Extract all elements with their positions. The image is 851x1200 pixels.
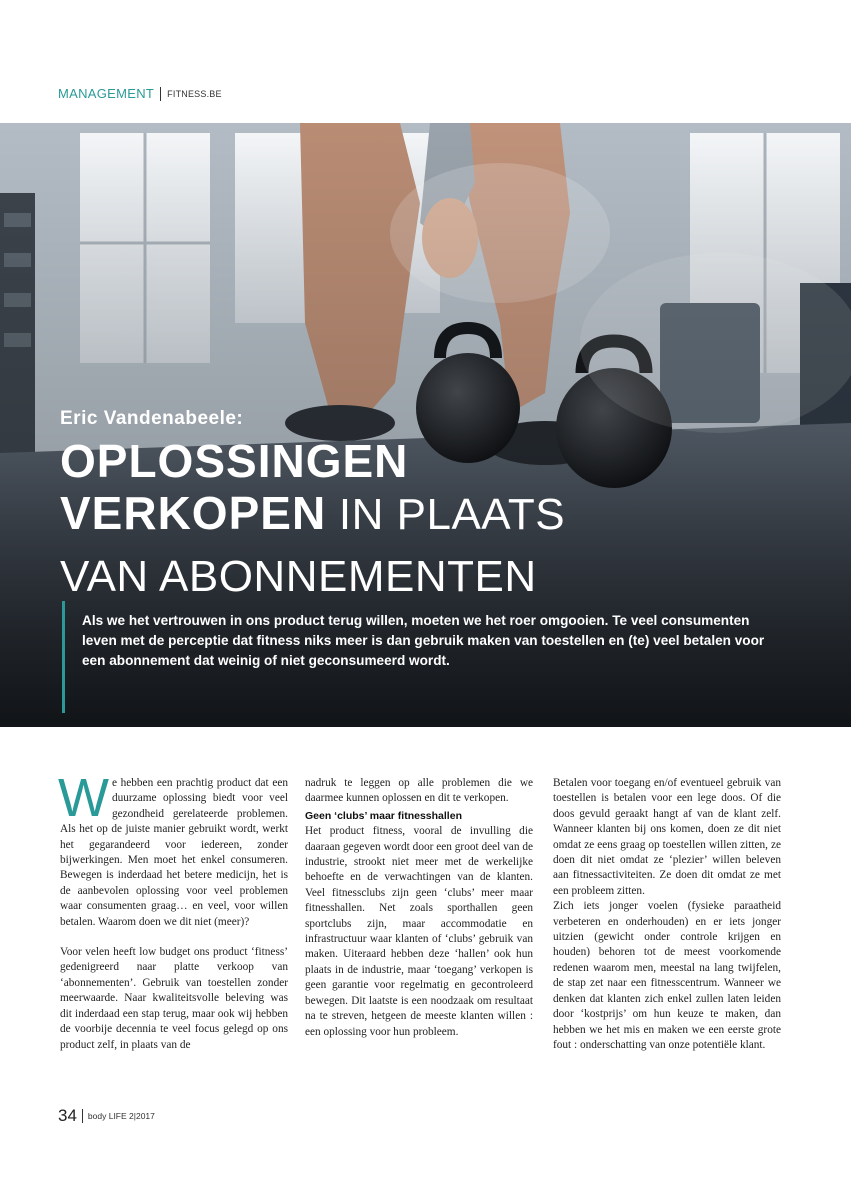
- title-line-2-light: IN PLAATS: [326, 490, 566, 539]
- page-footer: [58, 1106, 155, 1126]
- subheading: Geen ‘clubs’ maar fitnesshallen: [305, 809, 462, 822]
- paragraph-text: e hebben een prachtig product dat een duurzame oplossing biedt voor veel gezondheid gerelateerde problemen. Als het op de juiste manier gebruikt wordt, werkt het gegarandeerd voor iedereen, zonder bijwerkingen. Men moet het enkel consumeren. Bewegen is inderdaad het betere medicijn, het is de aanbevolen oplossing voor veel problemen waar consumenten graag… en veel, voor willen betalen. Waarom doen we dit niet (meer)?: [60, 777, 288, 928]
- site-label: FITNESS.BE: [167, 88, 222, 99]
- paragraph: Betalen voor toegang en/of eventueel gebruik van toestellen is betalen voor een lege doos. Of die doos gevuld geraakt hangt af van de klant zelf. Wanneer klanten bij ons komen, doen ze dit niet omdat ze eens graag op toestellen willen zitten, ze doen dit niet omdat ze ‘plezier’ willen beleven aan fitnessactiviteiten. Ze doen dit omdat ze met een probleem zitten.: [553, 777, 781, 897]
- title-line-3: VAN ABONNEMENTEN: [60, 552, 537, 601]
- column-3: [553, 776, 781, 1053]
- article-title: [60, 435, 565, 603]
- column-1: [58, 768, 288, 1053]
- page-number: 34: [58, 1106, 77, 1125]
- title-line-1: OPLOSSINGEN: [60, 435, 409, 487]
- header-divider: [160, 87, 161, 101]
- title-line-2-bold: VERKOPEN: [60, 487, 327, 539]
- paragraph: nadruk te leggen op alle problemen die we daarmee kunnen oplossen en dit te verkopen.: [305, 777, 533, 805]
- section-label: MANAGEMENT: [58, 86, 155, 101]
- paragraph: Zich iets jonger voelen (fysieke paraatheid verbeteren en onderhouden) en er iets jonger uitzien (gewicht onder controle krijgen en houden) behoren tot de meest voorkomende redenen waarom men, meestal na lang twijfelen, de stap zet naar een fitnesscentrum. Wanneer we denken dat klanten zich enkel zullen laten leiden door ‘kostprijs’ om hun keuze te maken, dan hebben we het mis en maken we een eerste grote fout : onderschatting van onze potentiële klant.: [553, 900, 781, 1051]
- drop-cap: W: [58, 768, 109, 828]
- lead-accent-bar: [62, 601, 65, 713]
- article-lead: Als we het vertrouwen in ons product terug willen, moeten we het roer omgooien. Te veel consumenten leven met de perceptie dat fitness niks meer is dan gebruik maken van toestellen en (te) veel betalen voor een abonnement dat weinig of niet geconsumeerd wordt.: [82, 613, 765, 668]
- column-2: [305, 776, 533, 1040]
- paragraph: [58, 768, 288, 930]
- issue-label: body LIFE 2|2017: [87, 1111, 155, 1121]
- article-kicker: Eric Vandenabeele:: [60, 408, 244, 429]
- running-header: [58, 86, 222, 101]
- paragraph: Het product fitness, vooral de invulling die daaraan gegeven wordt door een groot deel van de industrie, strookt niet meer met de werkelijke behoefte en de verwachtingen van de klanten. Veel fitnessclubs zijn geen ‘clubs’ meer maar fitnesshallen. Net zoals sporthallen geen sportclubs zijn, maar accommodatie en infrastructuur waar klanten of ‘clubs’ gebruik van maken. Uiteraard hebben deze ‘hallen’ ook hun plaats in de industrie, maar ‘toegang’ verkopen is geen garantie voor regelmatig en gecontroleerd bewegen. Dit laatste is een noodzaak om resultaat na te streven, hetgeen de meeste klanten willen : een oplossing voor hun probleem.: [305, 825, 533, 1038]
- title-line-2: [60, 487, 565, 551]
- footer-divider: [82, 1109, 83, 1123]
- paragraph: Voor velen heeft low budget ons product ‘fitness’ gedenigreerd naar platte verkoop van ‘abonnementen’. Gebruik van toestellen zonder meerwaarde. Naar kwaliteitsvolle beleving was dit inderdaad een stap terug, maar ook wij hebben de voorbije decennia te veel focus gelegd op ons product zelf, in plaats van de: [60, 946, 288, 1051]
- hero-image: [0, 123, 851, 727]
